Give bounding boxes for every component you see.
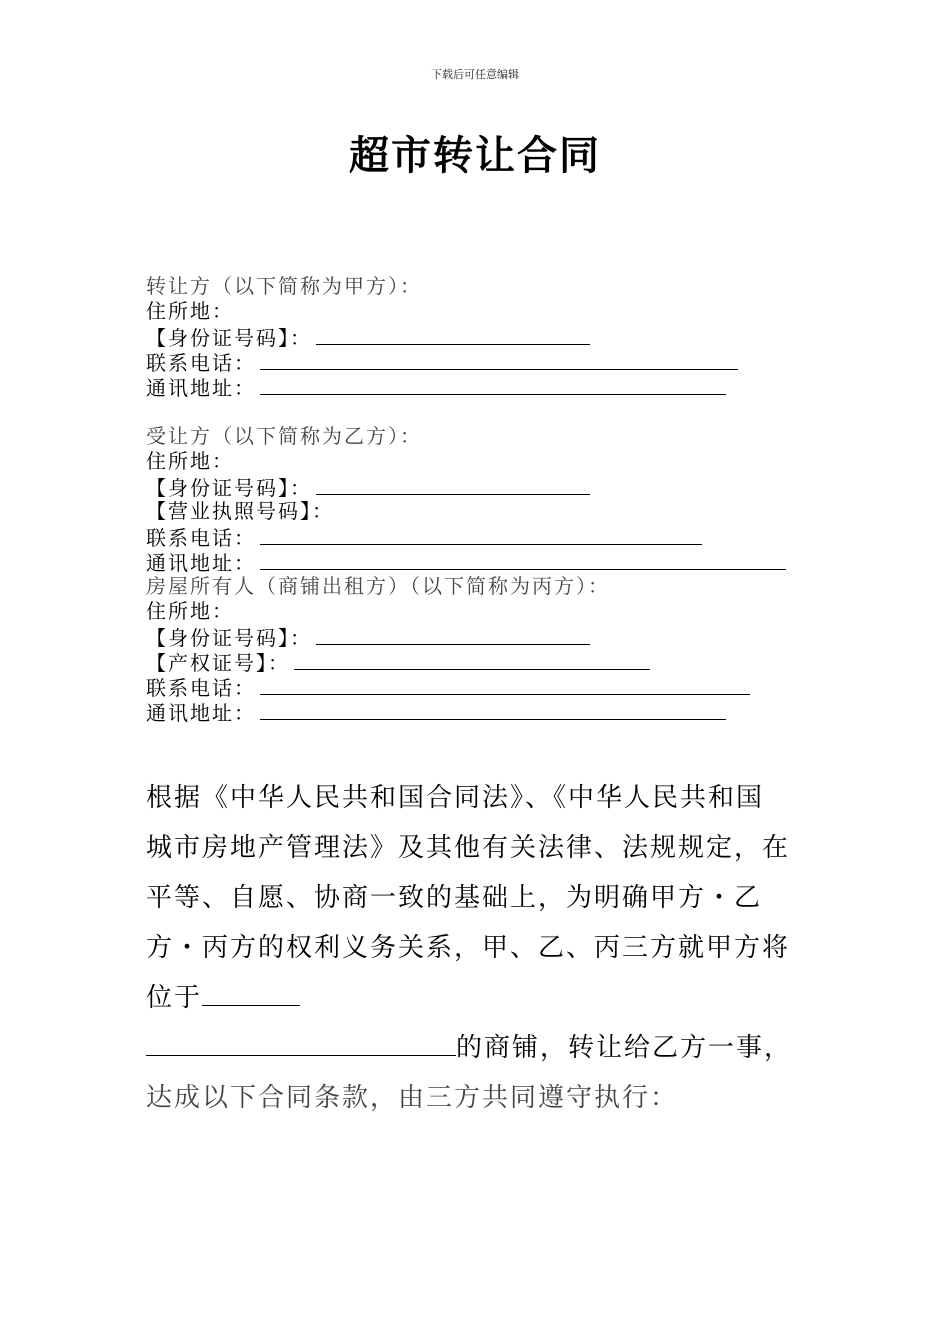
party-c-property-blank[interactable]: [294, 649, 650, 670]
body-line-1: 根据《中华人民共和国合同法》、《中华人民共和国: [146, 783, 765, 813]
party-a-mail-field: [146, 374, 726, 399]
page-title: 超市转让合同: [349, 132, 601, 179]
party-a-address-label: 住所地：: [146, 299, 234, 323]
party-c-property-field: [146, 649, 650, 674]
party-b-phone-blank[interactable]: [260, 524, 702, 545]
party-a-id-blank[interactable]: [316, 324, 590, 345]
party-c-phone-blank[interactable]: [260, 674, 750, 695]
party-c-property-label: 【产权证号】：: [146, 651, 290, 675]
party-a-phone-field: [146, 349, 738, 374]
party-b-id-blank[interactable]: [316, 474, 590, 495]
body-line-3: 平等、自愿、协商一致的基础上，为明确甲方・乙: [146, 883, 763, 913]
body-line-6: [146, 1023, 792, 1073]
body-line-4: 方・丙方的权利义务关系，甲、乙、丙三方就甲方将: [146, 933, 791, 963]
party-b-id-field: [146, 474, 590, 499]
party-b-phone-label: 联系电话：: [146, 526, 256, 550]
party-b-mail-label: 通讯地址：: [146, 551, 256, 575]
body-line-5: [146, 973, 300, 1023]
body-line-5-text: 位于: [146, 983, 203, 1013]
location-blank-1[interactable]: [202, 977, 300, 1006]
body-line-6-text: 的商铺，转让给乙方一事，: [456, 1033, 793, 1063]
body-line-2: 城市房地产管理法》及其他有关法律、法规规定，在: [146, 833, 791, 863]
party-b-mail-field: [146, 549, 786, 574]
party-c-id-label: 【身份证号码】：: [146, 626, 312, 650]
party-a-phone-blank[interactable]: [260, 349, 738, 370]
location-blank-2[interactable]: [146, 1027, 456, 1056]
party-c-mail-label: 通讯地址：: [146, 701, 256, 725]
party-c-mail-field: [146, 699, 726, 724]
party-b-heading: 受让方（以下简称为乙方）：: [146, 424, 422, 448]
party-a-mail-blank[interactable]: [260, 374, 726, 395]
party-b-id-label: 【身份证号码】：: [146, 476, 312, 500]
party-a-id-field: [146, 324, 590, 349]
page-header: 下载后可任意编辑: [431, 68, 519, 81]
party-a-phone-label: 联系电话：: [146, 351, 256, 375]
party-b-mail-blank[interactable]: [260, 549, 786, 570]
party-c-phone-field: [146, 674, 750, 699]
party-b-license-label: 【营业执照号码】：: [146, 499, 334, 523]
party-c-address-label: 住所地：: [146, 599, 234, 623]
party-c-mail-blank[interactable]: [260, 699, 726, 720]
party-b-address-label: 住所地：: [146, 449, 234, 473]
party-c-phone-label: 联系电话：: [146, 676, 256, 700]
party-c-id-field: [146, 624, 590, 649]
party-a-id-label: 【身份证号码】：: [146, 326, 312, 350]
body-line-7: 达成以下合同条款，由三方共同遵守执行：: [146, 1083, 679, 1113]
party-a-mail-label: 通讯地址：: [146, 376, 256, 400]
party-c-heading: 房屋所有人（商铺出租方）（以下简称为丙方）：: [146, 574, 610, 598]
party-a-heading: 转让方（以下简称为甲方）：: [146, 274, 422, 298]
party-c-id-blank[interactable]: [316, 624, 590, 645]
party-b-phone-field: [146, 524, 702, 549]
